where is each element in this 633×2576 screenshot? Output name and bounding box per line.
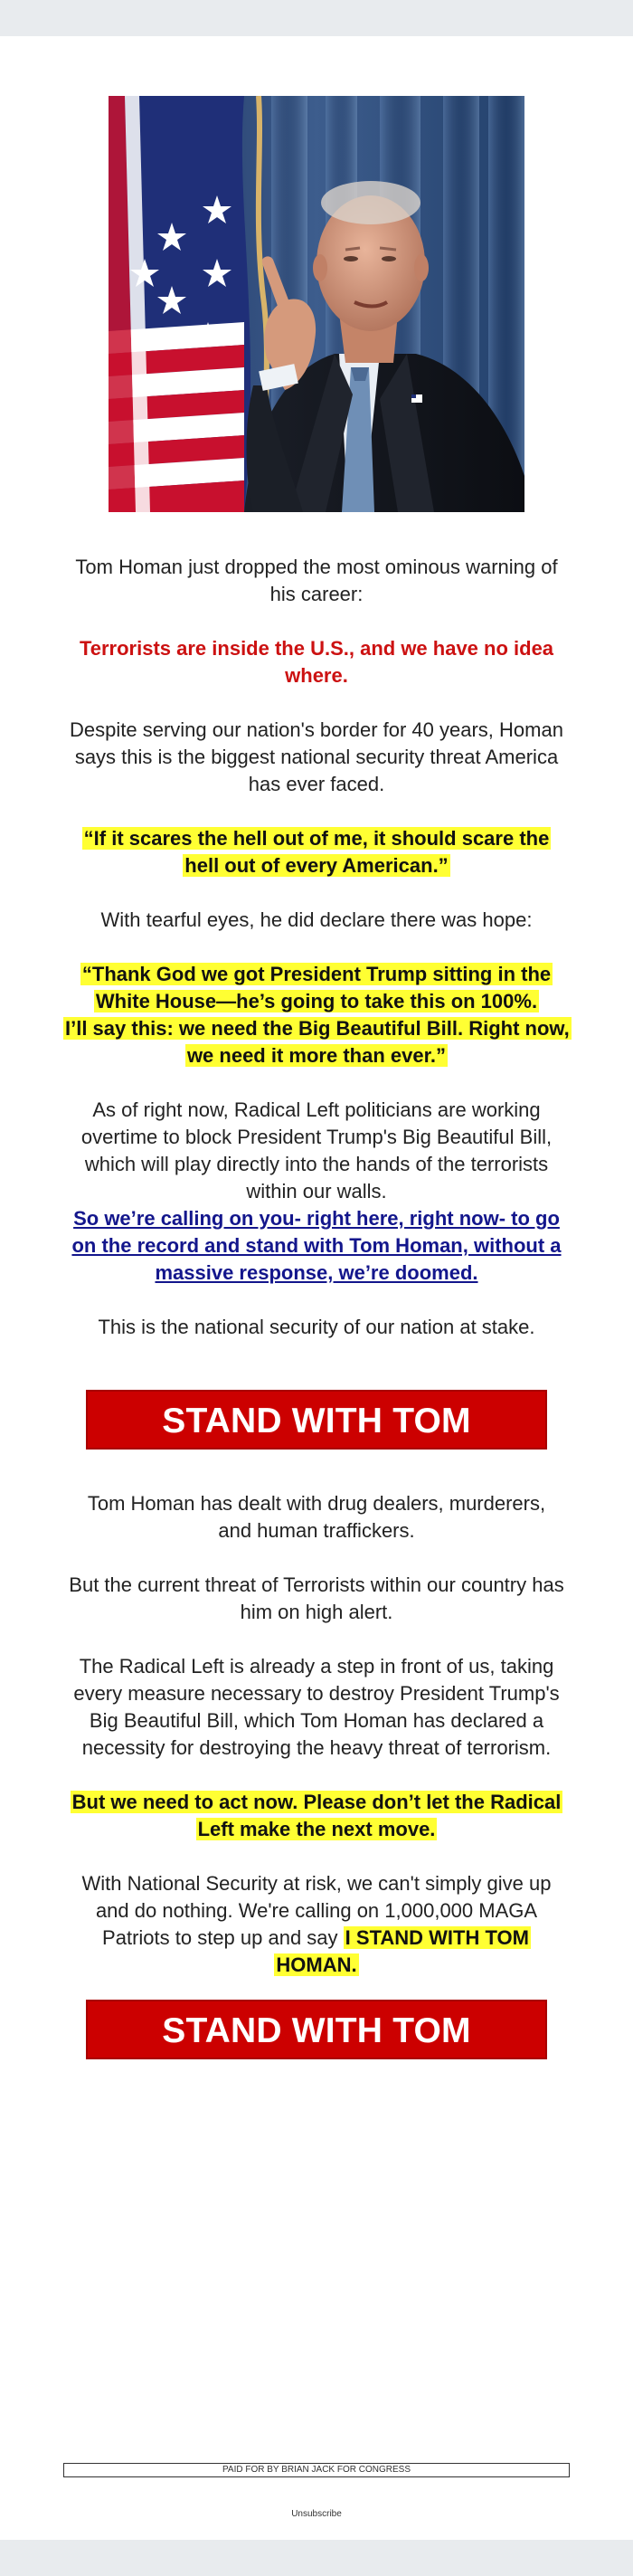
act-now-paragraph bbox=[69, 1789, 564, 1843]
national-security-paragraph: This is the national security of our nation at stake. bbox=[98, 1316, 535, 1338]
highlighted-quote-2-line1: “Thank God we got President Trump sitting in the White House—he’s going to take this on 100%. bbox=[81, 963, 552, 1012]
maga-patriots-text: With National Security at risk, we can't simply give up and do nothing. We're calling on 1,000,000 MAGA Patriots to step up and say bbox=[81, 1872, 552, 1949]
tom-homan-photo bbox=[109, 96, 524, 512]
highlighted-quote-1: “If it scares the hell out of me, it should scare the hell out of every American.” bbox=[83, 827, 550, 877]
bottom-margin-bar bbox=[0, 2540, 633, 2576]
homan-quote-1 bbox=[69, 825, 564, 879]
hope-paragraph: With tearful eyes, he did declare there was hope: bbox=[100, 908, 533, 931]
highlighted-quote-2-line2: I’ll say this: we need the Big Beautiful Bill. Right now, we need it more than ever.” bbox=[65, 1017, 570, 1067]
homan-quote-2 bbox=[63, 961, 570, 1069]
unsubscribe-link[interactable]: Unsubscribe bbox=[291, 2509, 342, 2519]
maga-patriots-paragraph bbox=[69, 1870, 564, 1979]
step-in-front-paragraph: The Radical Left is already a step in front of us, taking every measure necessary to destroy President Trump's Big Beautiful Bill, which Tom Homan has declared a necessity for destroying the heavy threat of terrorism. bbox=[73, 1655, 560, 1759]
call-to-action-link-paragraph bbox=[69, 1205, 564, 1287]
stand-with-tom-homan-button-1[interactable]: STAND WITH TOM HOMAN! bbox=[86, 1390, 547, 1450]
hero-photo bbox=[109, 96, 524, 512]
highlighted-act-now: But we need to act now. Please don’t let the Radical Left make the next move. bbox=[71, 1791, 562, 1840]
stand-with-tom-homan-button-2[interactable]: STAND WITH TOM HOMAN! bbox=[86, 2000, 547, 2059]
go-on-record-link[interactable]: So we’re calling on you- right here, right now- to go on the record and stand with Tom Homan, without a massive response, we’re doomed. bbox=[71, 1207, 562, 1284]
high-alert-paragraph: But the current threat of Terrorists within our country has him on high alert. bbox=[69, 1573, 564, 1623]
drug-dealers-paragraph: Tom Homan has dealt with drug dealers, murderers, and human traffickers. bbox=[87, 1492, 546, 1542]
terrorists-warning-headline: Terrorists are inside the U.S., and we have no idea where. bbox=[79, 637, 554, 687]
radical-left-paragraph: As of right now, Radical Left politicians are working overtime to block President Trump's Big Beautiful Bill, which will play directly into the hands of the terrorists within our walls. bbox=[80, 1098, 553, 1202]
border-service-paragraph: Despite serving our nation's border for 40 years, Homan says this is the biggest national security threat America has ever faced. bbox=[70, 718, 563, 795]
top-margin-bar bbox=[0, 0, 633, 36]
paid-for-disclaimer: PAID FOR BY BRIAN JACK FOR CONGRESS bbox=[63, 2463, 570, 2477]
highlighted-stand-with-homan: I STAND WITH TOM HOMAN. bbox=[276, 1926, 529, 1976]
intro-paragraph: Tom Homan just dropped the most ominous warning of his career: bbox=[75, 556, 558, 605]
